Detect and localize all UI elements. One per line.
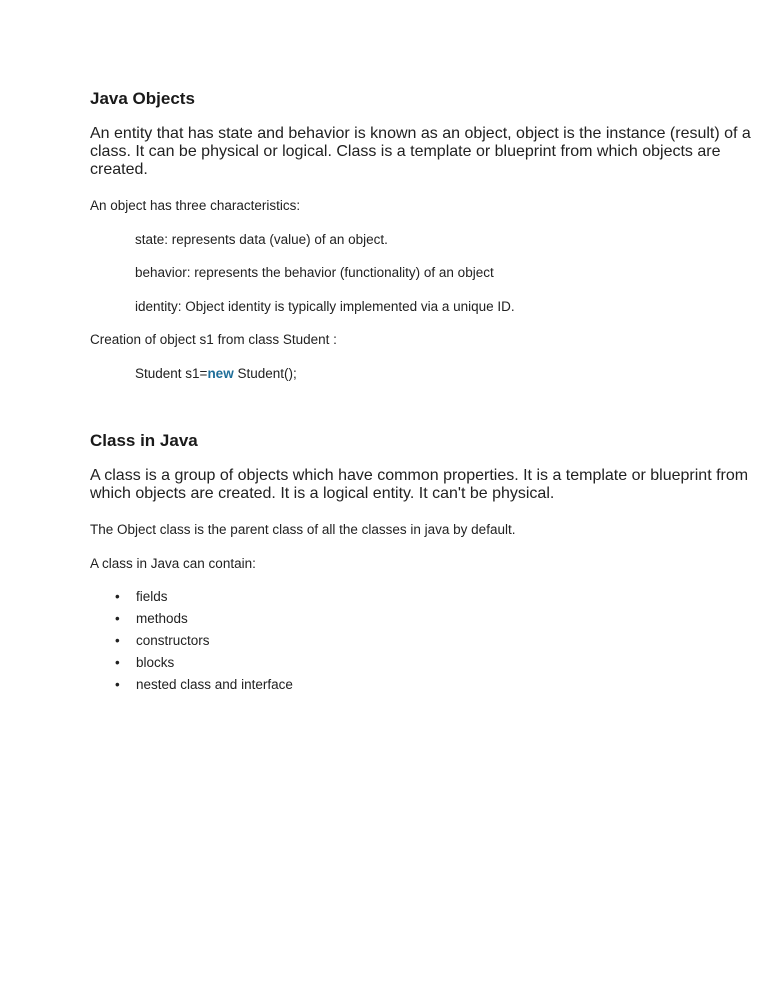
bullet-list-class-members — [90, 586, 705, 696]
list-item-label: methods — [136, 611, 188, 626]
paragraph-object-parent-class: The Object class is the parent class of all the classes in java by default. — [90, 522, 516, 537]
bullet-icon — [115, 630, 120, 652]
bullet-icon — [115, 652, 120, 674]
list-item-methods — [90, 608, 705, 630]
paragraph-characteristics-intro: An object has three characteristics: — [90, 198, 301, 213]
list-item-blocks — [90, 652, 705, 674]
paragraph-line: created. — [90, 161, 148, 178]
code-after-keyword: Student(); — [233, 365, 297, 381]
list-item-nested-class-interface — [90, 674, 705, 696]
characteristic-behavior: behavior: represents the behavior (functionality) of an object — [135, 265, 494, 280]
keyword-new: new — [207, 365, 234, 381]
list-item-label: fields — [136, 589, 168, 604]
bullet-icon — [115, 608, 120, 630]
code-line — [90, 363, 705, 385]
heading-java-objects: Java Objects — [90, 89, 195, 108]
characteristic-state: state: represents data (value) of an object. — [135, 231, 388, 247]
bullet-icon — [115, 674, 120, 696]
list-item-label: nested class and interface — [136, 677, 293, 692]
code-before-keyword: Student s1= — [135, 365, 208, 381]
paragraph-line: An entity that has state and behavior is known as an object, object is the instance (result) of a — [90, 125, 751, 142]
characteristic-identity: identity: Object identity is typically implemented via a unique ID. — [135, 298, 515, 314]
paragraph-line: which objects are created. It is a logical entity. It can't be physical. — [90, 485, 555, 502]
list-item-label: blocks — [136, 655, 175, 670]
paragraph-class-contains-intro: A class in Java can contain: — [90, 555, 256, 571]
paragraph-line: A class is a group of objects which have common properties. It is a template or blueprint from — [90, 467, 749, 484]
list-item-fields — [90, 586, 705, 608]
paragraph-creation-intro: Creation of object s1 from class Student : — [90, 332, 337, 347]
heading-class-in-java: Class in Java — [90, 431, 198, 450]
paragraph-line: class. It can be physical or logical. Class is a template or blueprint from which objects are — [90, 143, 721, 160]
bullet-icon — [115, 586, 120, 608]
list-item-label: constructors — [136, 633, 210, 648]
list-item-constructors — [90, 630, 705, 652]
